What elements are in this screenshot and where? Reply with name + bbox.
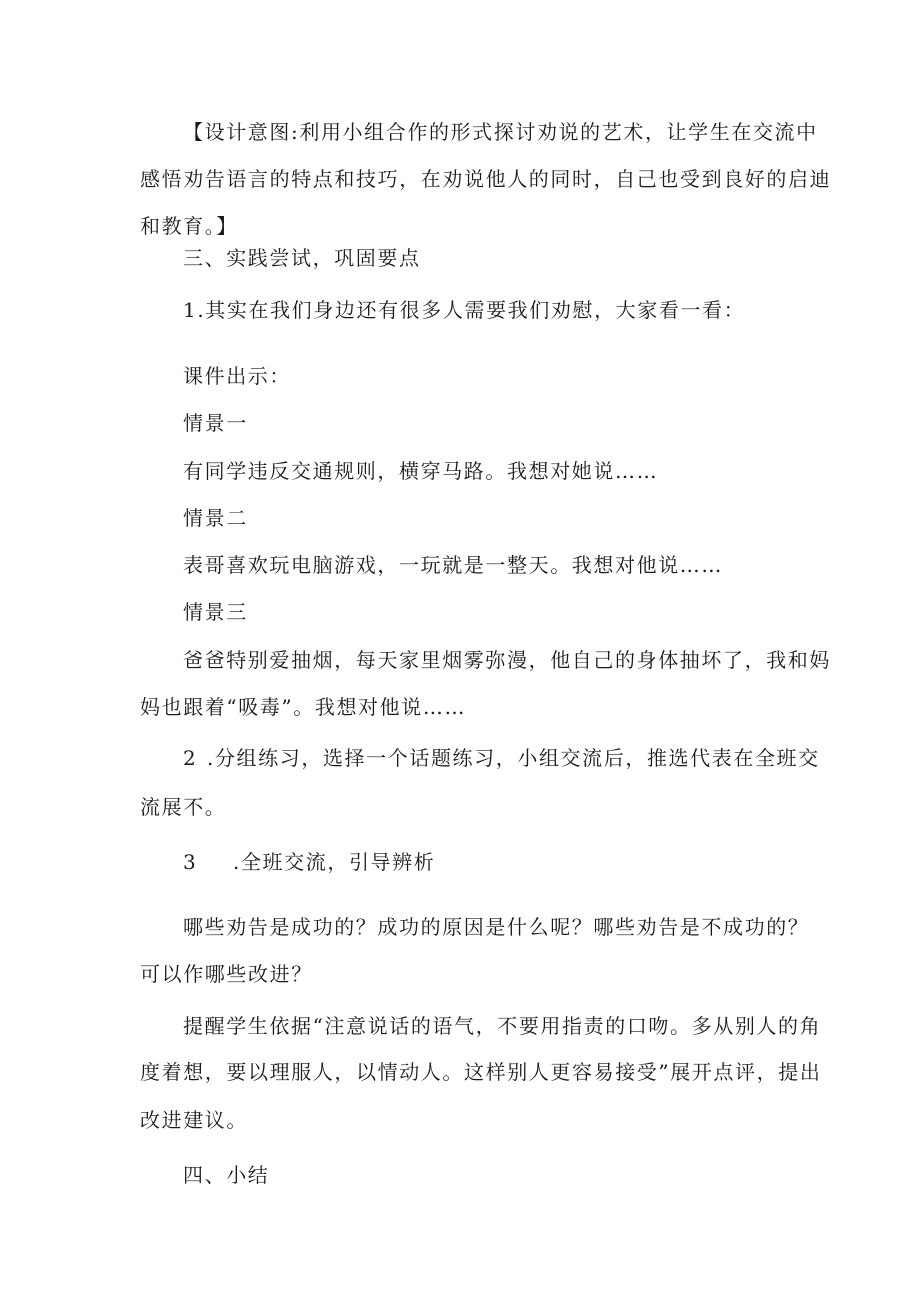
step-2-number: 2 [183,746,196,770]
reminder-line-3: 改进建议。 [140,1108,248,1132]
scene-2-title: 情景二 [183,506,248,530]
step-1-text: 1.其实在我们身边还有很多人需要我们劝慰，大家看一看： [183,298,746,322]
reminder-line-2: 度着想，要以理服人，以情动人。这样别人更容易接受”展开点评，提出 [140,1060,822,1084]
step-3-text: .全班交流，引导辨析 [233,850,436,874]
design-note-line-2: 感悟劝告语言的特点和技巧，在劝说他人的同时，自己也受到良好的启迪 [140,167,832,191]
scene-1-text: 有同学违反交通规则，横穿马路。我想对她说…… [183,459,659,483]
scene-2-text: 表哥喜欢玩电脑游戏，一玩就是一整天。我想对他说…… [183,553,723,577]
courseware-label: 课件出示： [183,364,291,388]
section-3-heading: 三、实践尝试，巩固要点 [183,246,421,270]
question-line-2: 可以作哪些改进？ [140,962,313,986]
scene-3-title: 情景三 [183,600,248,624]
step-2-line-1: .分组练习，选择一个话题练习，小组交流后，推选代表在全班交 [207,746,820,770]
step-3-number: 3 [183,850,196,874]
design-note-line-3: 和教育。】 [140,214,238,238]
step-2-line-2: 流展不。 [140,795,227,819]
reminder-line-1: 提醒学生依据“注意说话的语气，不要用指责的口吻。多从别人的角 [183,1014,822,1038]
question-line-1: 哪些劝告是成功的？成功的原因是什么呢？哪些劝告是不成功的？ [183,915,810,939]
scene-3-text-line-2: 妈也跟着“吸毒”。我想对他说…… [140,695,467,719]
section-4-heading: 四、小结 [183,1163,270,1187]
scene-3-text-line-1: 爸爸特别爱抽烟，每天家里烟雾弥漫，他自己的身体抽坏了，我和妈 [183,648,831,672]
design-note-line-1: 【设计意图:利用小组合作的形式探讨劝说的艺术，让学生在交流中 [183,120,818,144]
scene-1-title: 情景一 [183,411,248,435]
